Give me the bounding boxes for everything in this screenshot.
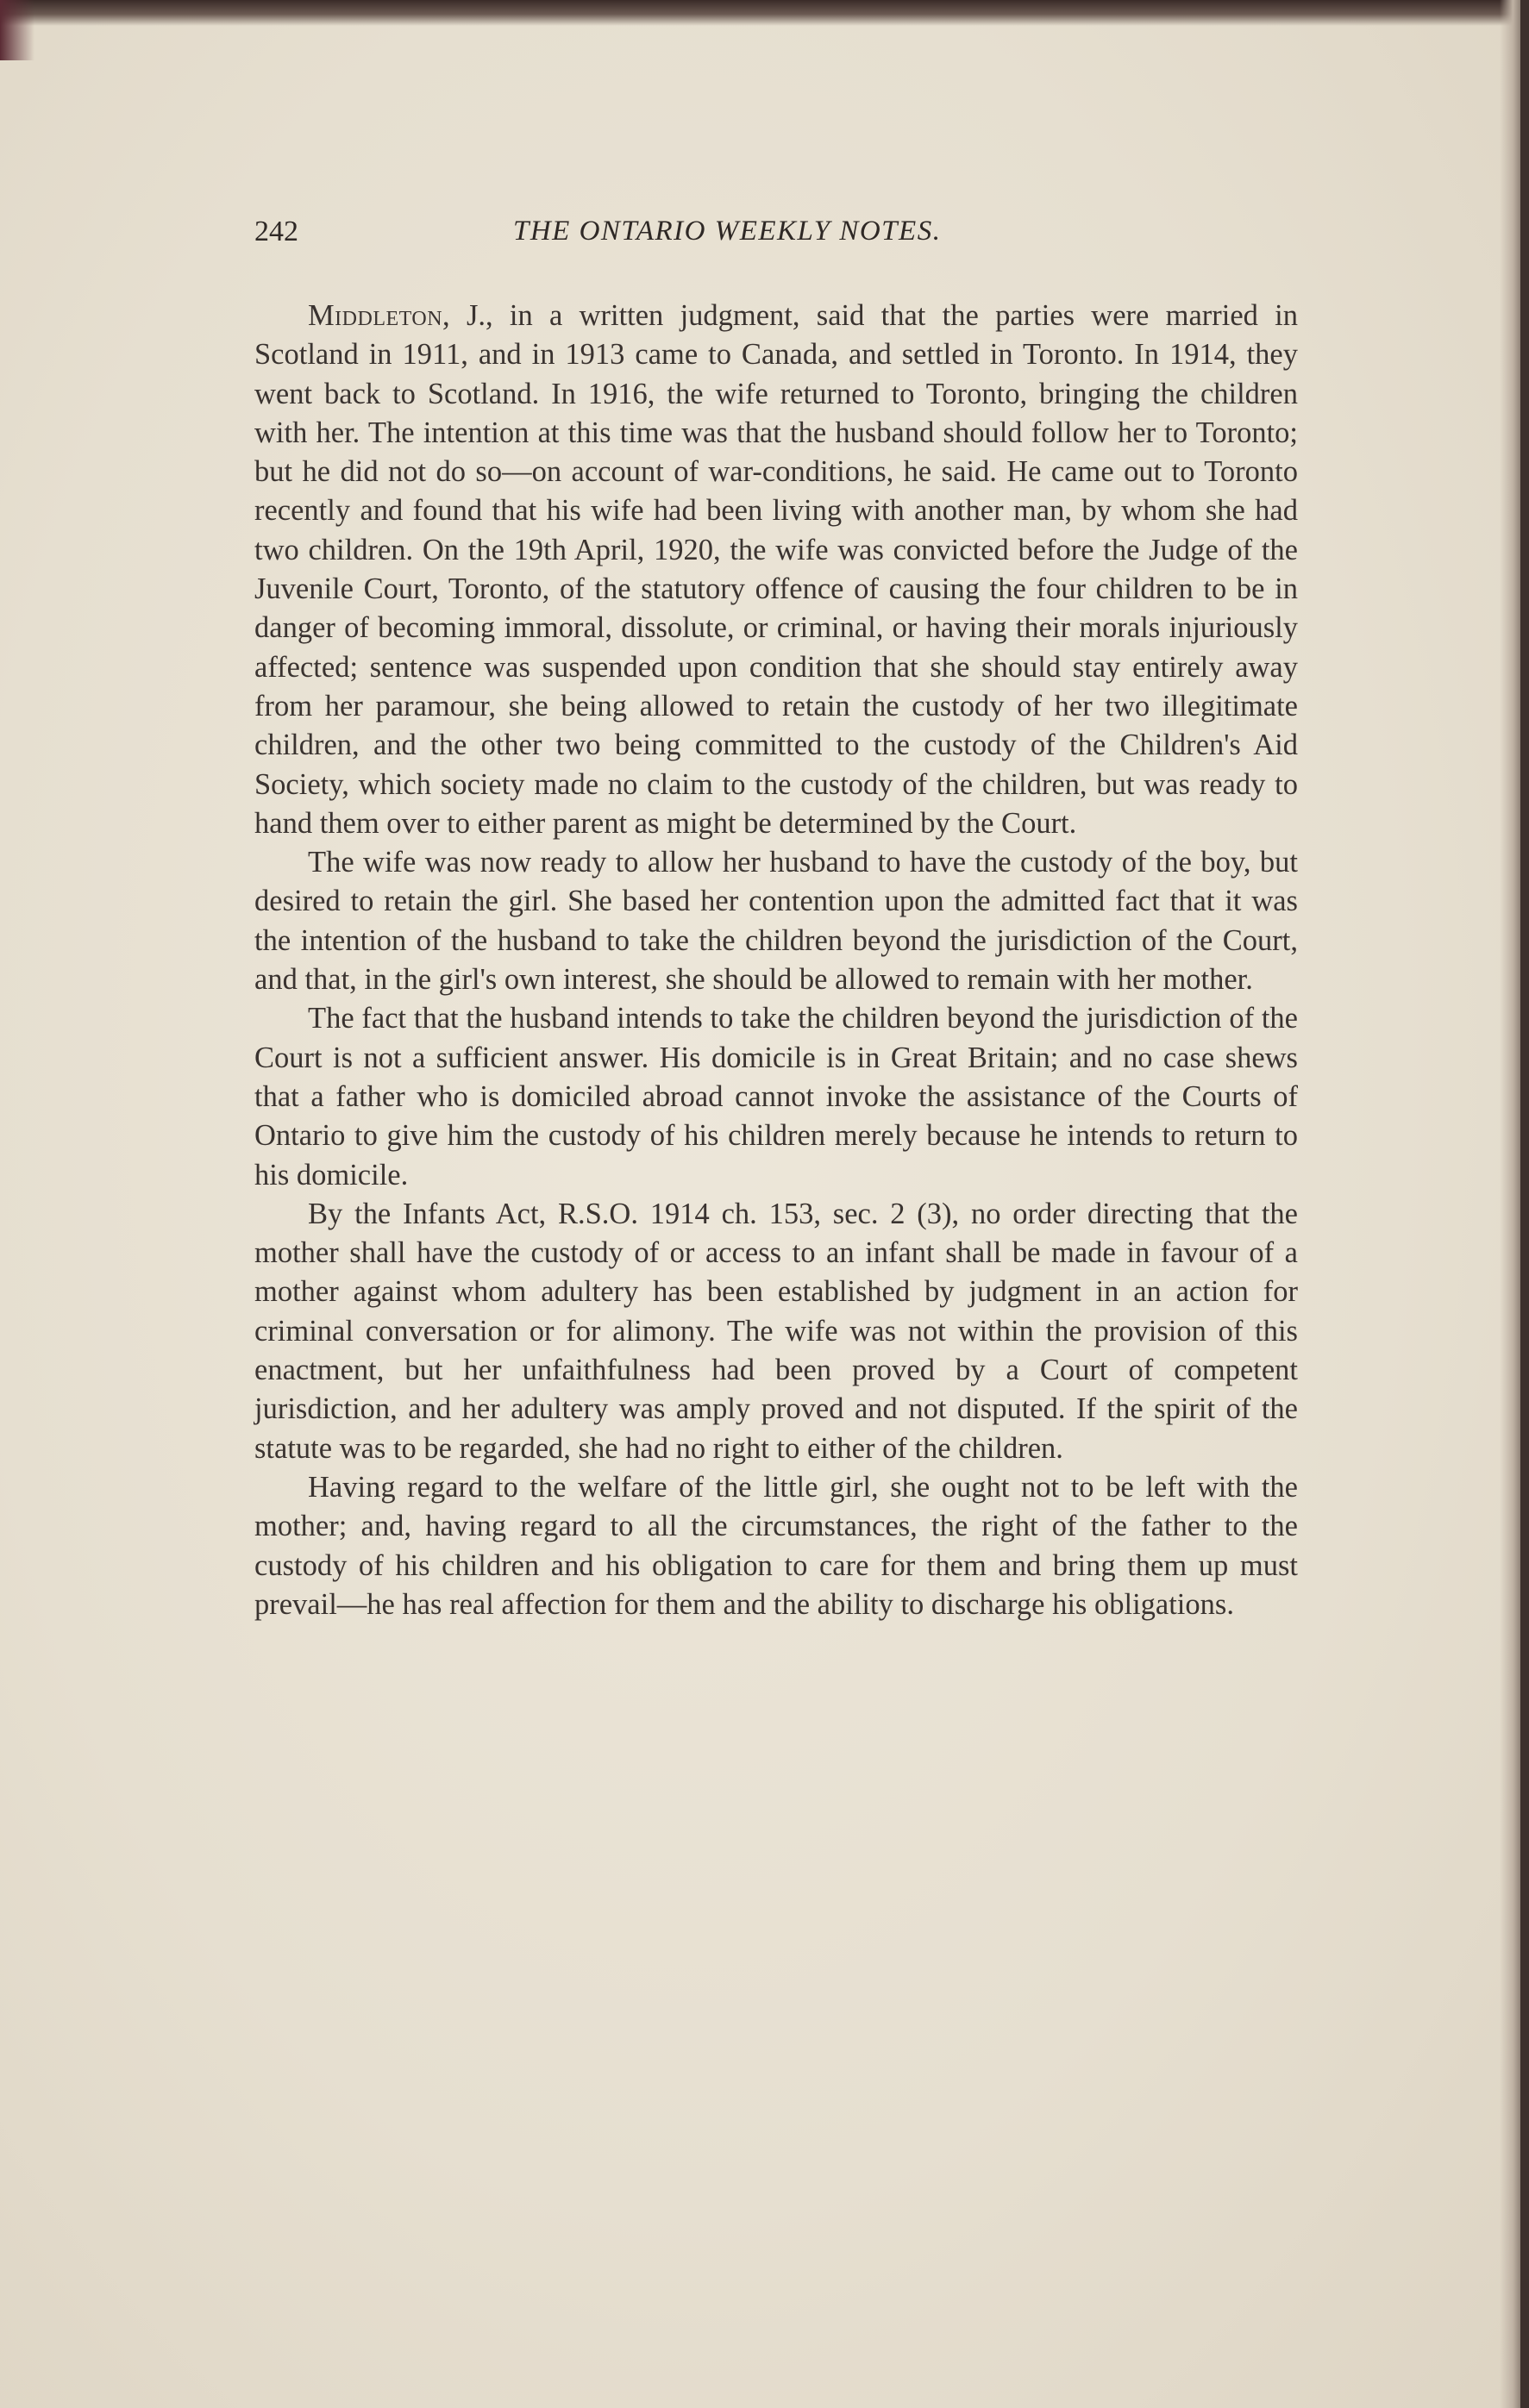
paragraph-2: The wife was now ready to allow her husband to have the custody of the boy, but desired to retain the girl. She based her contention upon the admitted fact that it was the intention of the husband to take the children beyond the jurisdiction of the Court, and that, in the girl's own interest, she should be allowed to remain with her mother. bbox=[254, 846, 1298, 997]
binding-corner bbox=[0, 0, 34, 60]
paragraph-3: The fact that the husband intends to take the children beyond the jurisdiction of the Court is not a sufficient answer. His domicile is in Great Britain; and no case shews that a father who is domiciled abroad cannot invoke the assistance of the Courts of Ontario to give him the custody of his children merely because he intends to return to his domicile. bbox=[254, 1002, 1298, 1191]
page-header bbox=[254, 216, 1307, 259]
judge-name: Middleton bbox=[308, 299, 443, 332]
running-title: THE ONTARIO WEEKLY NOTES. bbox=[513, 216, 942, 247]
paragraph-5: Having regard to the welfare of the little girl, she ought not to be left with the mother; and, having regard to all the circumstances, the right of the father to the custody of his children and his obligation to care for them and bring them up must prevail—he has real affection for them and the ability to discharge his obligations. bbox=[254, 1470, 1298, 1621]
paragraph-4: By the Infants Act, R.S.O. 1914 ch. 153, sec. 2 (3), no order directing that the mother shall have the custody of or access to an infant shall be made in favour of a mother against whom adultery has been established by judgment in an action for criminal conversation or for alimony. The wife was not within the provision of this enactment, but her unfaithfulness had been proved by a Court of competent jurisdiction, and her adultery was amply proved and not disputed. If the spirit of the statute was to be regarded, she had no right to either of the children. bbox=[254, 1197, 1298, 1465]
page-number: 242 bbox=[254, 216, 298, 247]
paragraph-1 bbox=[254, 297, 1298, 843]
judgment-text bbox=[254, 297, 1298, 1624]
paragraph-1-text: , J., in a written judgment, said that the parties were married in Scotland in 1911, and in 1913 came to Canada, and settled in Toronto. In 1914, they went back to Scotland. In 1916, the wife returned to Toronto, bringing the children with her. The intention at this time was that the husband should follow her to Toronto; but he did not do so—on account of war-conditions, he said. He came out to Toronto recently and found that his wife had been living with another man, by whom she had two children. On the 19th April, 1920, the wife was convicted before the Judge of the Juvenile Court, Toronto, of the statutory offence of causing the four children to be in danger of becoming immoral, dissolute, or criminal, or having their morals injuriously affected; sentence was suspended upon condition that she should stay entirely away from her paramour, she being allowed to retain the custody of her two illegitimate children, and the other two being committed to the custody of the Children's Aid Society, which society made no claim to the custody of the children, but was ready to hand them over to either parent as might be determined by the Court. bbox=[254, 299, 1298, 840]
binding-shadow bbox=[1520, 0, 1529, 2408]
page-top-edge bbox=[0, 0, 1529, 26]
